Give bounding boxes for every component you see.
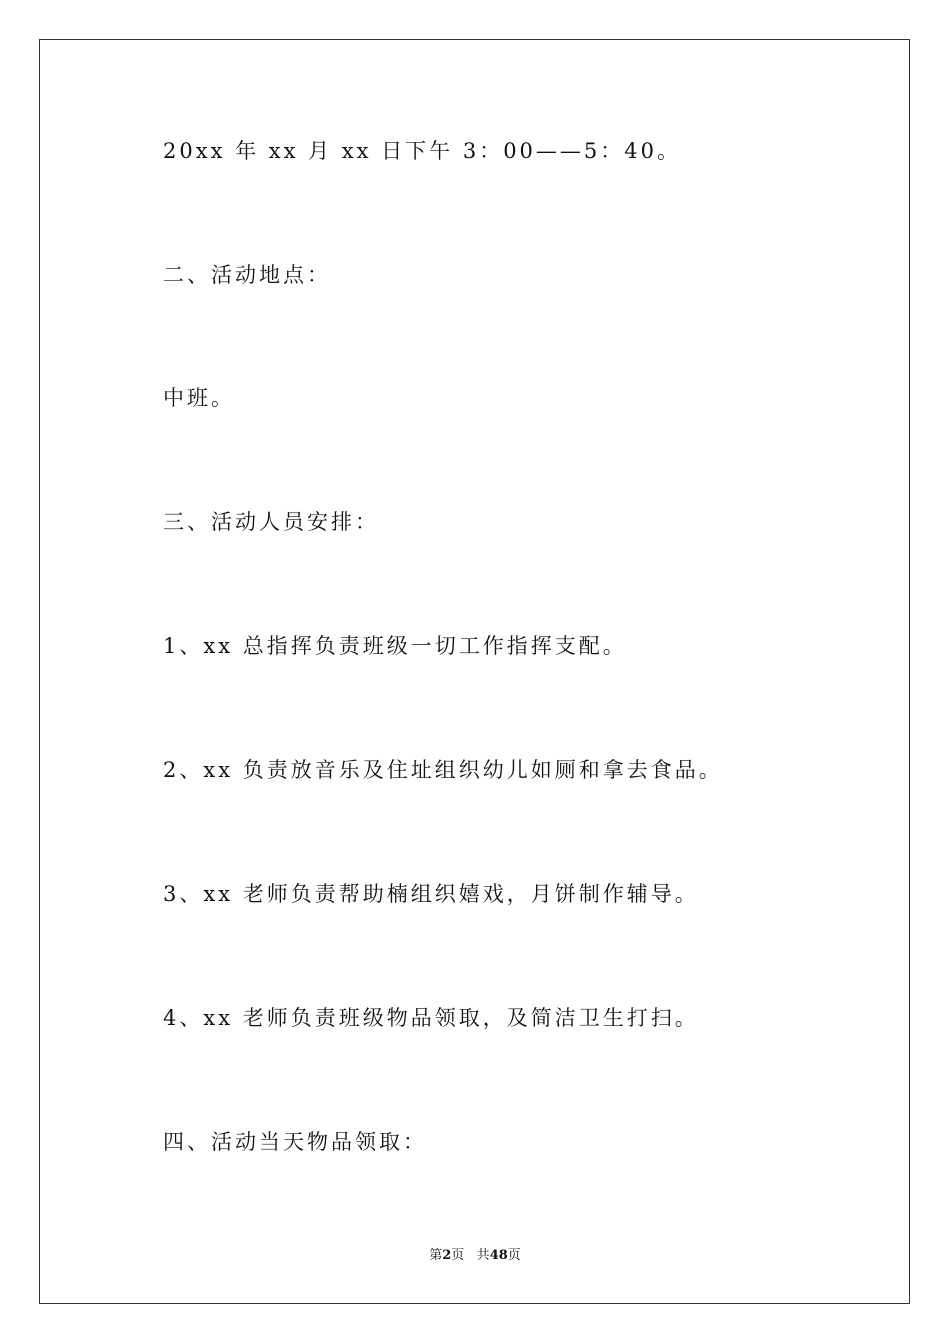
time-line: 20xx 年 xx 月 xx 日下午 3：00——5：40。	[163, 139, 681, 163]
page-border	[39, 39, 910, 1304]
section-heading-items: 四、活动当天物品领取：	[163, 1130, 427, 1154]
section-heading-location: 二、活动地点：	[163, 263, 331, 287]
section-heading-staff: 三、活动人员安排：	[163, 510, 379, 534]
location-text: 中班。	[163, 386, 235, 410]
footer-page-number: 2	[442, 1248, 452, 1263]
footer-total-pages: 48	[489, 1248, 508, 1263]
footer-total-prefix: 共	[476, 1248, 490, 1263]
footer-prefix: 第	[429, 1248, 443, 1263]
staff-item-4: 4、xx 老师负责班级物品领取，及简洁卫生打扫。	[163, 1006, 699, 1030]
footer-page-suffix: 页	[451, 1248, 465, 1263]
footer-total-suffix: 页	[507, 1248, 521, 1263]
staff-item-3: 3、xx 老师负责帮助楠组织嬉戏，月饼制作辅导。	[163, 882, 699, 906]
staff-item-1: 1、xx 总指挥负责班级一切工作指挥支配。	[163, 634, 627, 658]
staff-item-2: 2、xx 负责放音乐及住址组织幼儿如厕和拿去食品。	[163, 758, 723, 782]
page-footer	[0, 1247, 950, 1265]
